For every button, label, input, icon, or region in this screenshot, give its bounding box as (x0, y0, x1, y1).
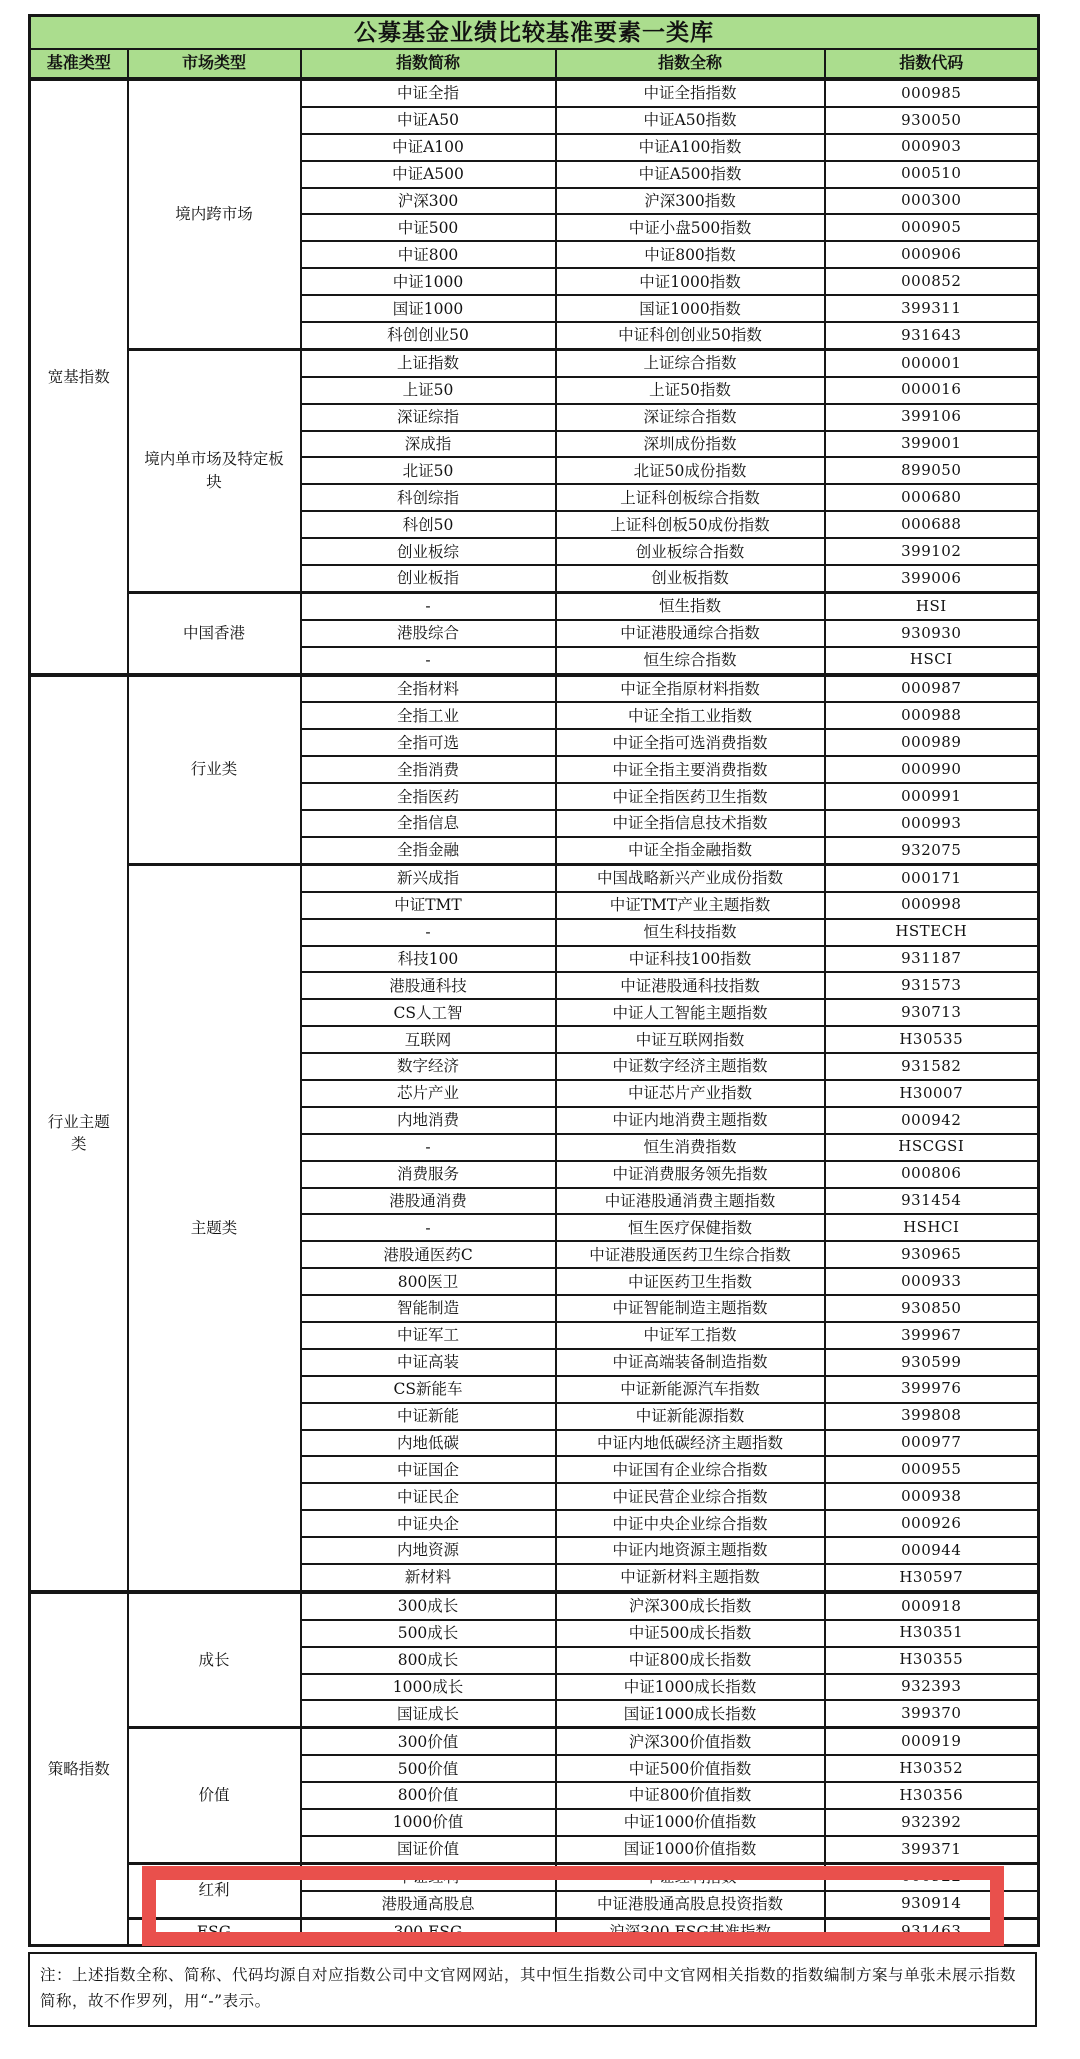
index-short-name-cell: 中证500 (301, 214, 556, 241)
index-full-name-cell: 中证1000价值指数 (556, 1809, 825, 1836)
index-code-cell: 000918 (825, 1592, 1039, 1620)
index-full-name-cell: 中证500价值指数 (556, 1755, 825, 1782)
col-header-index-full: 指数全称 (556, 49, 825, 79)
index-short-name-cell: 800价值 (301, 1782, 556, 1809)
index-full-name-cell: 中证1000成长指数 (556, 1674, 825, 1701)
index-full-name-cell: 中证新能源汽车指数 (556, 1376, 825, 1403)
index-code-cell: 930713 (825, 999, 1039, 1026)
index-full-name-cell: 中证内地消费主题指数 (556, 1107, 825, 1134)
title-row (30, 16, 1039, 50)
index-code-cell: 000988 (825, 702, 1039, 729)
index-code-cell: 399371 (825, 1836, 1039, 1863)
index-code-cell: 000987 (825, 675, 1039, 703)
index-code-cell: 399001 (825, 431, 1039, 458)
index-short-name-cell: 港股通高股息 (301, 1891, 556, 1918)
table-row (30, 1918, 1039, 1946)
index-code-cell: 000991 (825, 783, 1039, 810)
col-header-benchmark-type: 基准类型 (30, 49, 128, 79)
index-short-name-cell: 中证A50 (301, 107, 556, 134)
index-code-cell: H30535 (825, 1026, 1039, 1053)
index-code-cell: 930850 (825, 1295, 1039, 1322)
index-full-name-cell: 中证新材料主题指数 (556, 1564, 825, 1592)
market-type-cell: 价值 (128, 1728, 301, 1863)
index-code-cell: 000993 (825, 810, 1039, 837)
index-short-name-cell: 新兴成指 (301, 864, 556, 891)
index-short-name-cell: 上证指数 (301, 349, 556, 376)
index-code-cell: 930930 (825, 620, 1039, 647)
index-code-cell: 000977 (825, 1430, 1039, 1457)
index-full-name-cell: 北证50成份指数 (556, 457, 825, 484)
index-short-name-cell: 中证新能 (301, 1403, 556, 1430)
index-code-cell: 000938 (825, 1483, 1039, 1510)
index-full-name-cell: 国证1000指数 (556, 295, 825, 322)
index-code-cell: 000926 (825, 1510, 1039, 1537)
index-short-name-cell: 数字经济 (301, 1053, 556, 1080)
footnote: 注：上述指数全称、简称、代码均源自对应指数公司中文官网网站，其中恒生指数公司中文官网相关指数的指数编制方案与单张未展示指数简称，故不作罗列，用“-”表示。 (28, 1952, 1037, 2026)
index-full-name-cell: 中证民营企业综合指数 (556, 1483, 825, 1510)
market-type-cell: 行业类 (128, 675, 301, 865)
index-code-cell: 000688 (825, 511, 1039, 538)
market-type-cell: ESG (128, 1918, 301, 1946)
index-short-name-cell: 全指可选 (301, 729, 556, 756)
index-code-cell: 399311 (825, 295, 1039, 322)
index-short-name-cell: 全指医药 (301, 783, 556, 810)
index-full-name-cell: 中证人工智能主题指数 (556, 999, 825, 1026)
index-code-cell: 000998 (825, 892, 1039, 919)
index-short-name-cell: 中证高装 (301, 1349, 556, 1376)
col-header-index-short: 指数简称 (301, 49, 556, 79)
index-full-name-cell: 中国战略新兴产业成份指数 (556, 864, 825, 891)
index-full-name-cell: 中证500成长指数 (556, 1620, 825, 1647)
market-type-cell: 境内单市场及特定板块 (128, 349, 301, 592)
index-short-name-cell: 中证A500 (301, 161, 556, 188)
index-short-name-cell: 500成长 (301, 1620, 556, 1647)
index-full-name-cell: 沪深300价值指数 (556, 1728, 825, 1755)
index-full-name-cell: 上证50指数 (556, 377, 825, 404)
index-full-name-cell: 中证红利指数 (556, 1863, 825, 1890)
index-short-name-cell: 中证国企 (301, 1456, 556, 1483)
col-header-index-code: 指数代码 (825, 49, 1039, 79)
index-short-name-cell: 创业板综 (301, 538, 556, 565)
index-code-cell: 399808 (825, 1403, 1039, 1430)
document-page (28, 14, 1052, 2027)
index-full-name-cell: 中证800指数 (556, 241, 825, 268)
index-short-name-cell: - (301, 1214, 556, 1241)
index-code-cell: 000985 (825, 79, 1039, 107)
index-full-name-cell: 中证全指医药卫生指数 (556, 783, 825, 810)
header-row (30, 49, 1039, 79)
index-code-cell: 930599 (825, 1349, 1039, 1376)
index-short-name-cell: 内地消费 (301, 1107, 556, 1134)
index-code-cell: 000990 (825, 756, 1039, 783)
index-short-name-cell: 港股通消费 (301, 1188, 556, 1215)
index-full-name-cell: 恒生医疗保健指数 (556, 1214, 825, 1241)
index-code-cell: 399976 (825, 1376, 1039, 1403)
table-row (30, 79, 1039, 107)
market-type-cell: 境内跨市场 (128, 79, 301, 349)
index-full-name-cell: 中证港股通综合指数 (556, 620, 825, 647)
index-code-cell: 932392 (825, 1809, 1039, 1836)
index-full-name-cell: 中证港股通高股息投资指数 (556, 1891, 825, 1918)
index-short-name-cell: 中证800 (301, 241, 556, 268)
index-full-name-cell: 中证中央企业综合指数 (556, 1510, 825, 1537)
index-full-name-cell: 中证全指指数 (556, 79, 825, 107)
table-row (30, 1728, 1039, 1755)
index-full-name-cell: 创业板指数 (556, 565, 825, 592)
index-code-cell: 000906 (825, 241, 1039, 268)
index-code-cell: H30597 (825, 1564, 1039, 1592)
index-code-cell: HSHCI (825, 1214, 1039, 1241)
index-full-name-cell: 中证全指可选消费指数 (556, 729, 825, 756)
index-short-name-cell: 内地低碳 (301, 1430, 556, 1457)
index-short-name-cell: 300价值 (301, 1728, 556, 1755)
index-code-cell: 000944 (825, 1537, 1039, 1564)
index-full-name-cell: 中证科技100指数 (556, 946, 825, 973)
index-short-name-cell: 1000价值 (301, 1809, 556, 1836)
index-short-name-cell: 北证50 (301, 457, 556, 484)
index-code-cell: H30351 (825, 1620, 1039, 1647)
index-full-name-cell: 深圳成份指数 (556, 431, 825, 458)
index-short-name-cell: 港股通医药C (301, 1241, 556, 1268)
index-short-name-cell: 全指金融 (301, 837, 556, 864)
index-short-name-cell: 互联网 (301, 1026, 556, 1053)
index-code-cell: 000300 (825, 188, 1039, 215)
index-code-cell: 000989 (825, 729, 1039, 756)
index-short-name-cell: 全指信息 (301, 810, 556, 837)
index-short-name-cell: 港股综合 (301, 620, 556, 647)
index-code-cell: HSCI (825, 647, 1039, 675)
index-code-cell: H30007 (825, 1080, 1039, 1107)
index-full-name-cell: 中证全指原材料指数 (556, 675, 825, 703)
index-code-cell: 931582 (825, 1053, 1039, 1080)
index-code-cell: 932393 (825, 1674, 1039, 1701)
index-full-name-cell: 中证军工指数 (556, 1322, 825, 1349)
index-full-name-cell: 上证科创板综合指数 (556, 484, 825, 511)
table-row (30, 864, 1039, 891)
index-code-cell: 899050 (825, 457, 1039, 484)
table-row (30, 349, 1039, 376)
index-short-name-cell: 消费服务 (301, 1161, 556, 1188)
index-short-name-cell: 300成长 (301, 1592, 556, 1620)
index-short-name-cell: 中证TMT (301, 892, 556, 919)
index-full-name-cell: 国证1000价值指数 (556, 1836, 825, 1863)
index-full-name-cell: 上证科创板50成份指数 (556, 511, 825, 538)
index-code-cell: 000510 (825, 161, 1039, 188)
index-short-name-cell: 上证50 (301, 377, 556, 404)
index-full-name-cell: 中证数字经济主题指数 (556, 1053, 825, 1080)
index-short-name-cell: 新材料 (301, 1564, 556, 1592)
index-full-name-cell: 创业板综合指数 (556, 538, 825, 565)
index-short-name-cell: - (301, 647, 556, 675)
market-type-cell: 主题类 (128, 864, 301, 1592)
index-code-cell: 000680 (825, 484, 1039, 511)
index-full-name-cell: 恒生指数 (556, 592, 825, 619)
index-short-name-cell: 科创综指 (301, 484, 556, 511)
index-full-name-cell: 中证内地低碳经济主题指数 (556, 1430, 825, 1457)
index-full-name-cell: 中证小盘500指数 (556, 214, 825, 241)
index-full-name-cell: 中证全指金融指数 (556, 837, 825, 864)
index-full-name-cell: 中证高端装备制造指数 (556, 1349, 825, 1376)
index-short-name-cell: CS人工智 (301, 999, 556, 1026)
benchmark-type-cell: 宽基指数 (30, 79, 128, 675)
index-full-name-cell: 中证医药卫生指数 (556, 1268, 825, 1295)
index-short-name-cell: 国证成长 (301, 1700, 556, 1727)
table-row (30, 1592, 1039, 1620)
index-code-cell: 000905 (825, 214, 1039, 241)
index-code-cell: 932075 (825, 837, 1039, 864)
index-full-name-cell: 恒生科技指数 (556, 919, 825, 946)
index-code-cell: 000016 (825, 377, 1039, 404)
index-code-cell: 000001 (825, 349, 1039, 376)
index-full-name-cell: 中证TMT产业主题指数 (556, 892, 825, 919)
index-short-name-cell: 500价值 (301, 1755, 556, 1782)
index-full-name-cell: 中证新能源指数 (556, 1403, 825, 1430)
index-code-cell: 000806 (825, 1161, 1039, 1188)
benchmark-type-cell: 策略指数 (30, 1592, 128, 1946)
index-code-cell: 399370 (825, 1700, 1039, 1727)
benchmark-type-cell: 行业主题类 (30, 675, 128, 1592)
index-code-cell: 399102 (825, 538, 1039, 565)
index-code-cell: H30352 (825, 1755, 1039, 1782)
index-full-name-cell: 中证内地资源主题指数 (556, 1537, 825, 1564)
index-short-name-cell: 全指材料 (301, 675, 556, 703)
index-short-name-cell: CS新能车 (301, 1376, 556, 1403)
index-short-name-cell: 中证红利 (301, 1863, 556, 1890)
index-full-name-cell: 中证科创创业50指数 (556, 322, 825, 349)
index-full-name-cell: 中证全指信息技术指数 (556, 810, 825, 837)
index-full-name-cell: 中证1000指数 (556, 268, 825, 295)
index-full-name-cell: 中证A100指数 (556, 134, 825, 161)
index-short-name-cell: 科技100 (301, 946, 556, 973)
index-code-cell: H30355 (825, 1647, 1039, 1674)
index-short-name-cell: - (301, 592, 556, 619)
index-short-name-cell: 中证A100 (301, 134, 556, 161)
index-code-cell: 931187 (825, 946, 1039, 973)
market-type-cell: 红利 (128, 1863, 301, 1918)
index-short-name-cell: 智能制造 (301, 1295, 556, 1322)
index-code-cell: 931573 (825, 972, 1039, 999)
index-code-cell: 399967 (825, 1322, 1039, 1349)
index-short-name-cell: 芯片产业 (301, 1080, 556, 1107)
index-short-name-cell: 中证民企 (301, 1483, 556, 1510)
index-code-cell: 930050 (825, 107, 1039, 134)
index-code-cell: 000955 (825, 1456, 1039, 1483)
index-short-name-cell: 国证价值 (301, 1836, 556, 1863)
market-type-cell: 成长 (128, 1592, 301, 1728)
index-code-cell: 931454 (825, 1188, 1039, 1215)
index-code-cell: HSTECH (825, 919, 1039, 946)
index-short-name-cell: 科创50 (301, 511, 556, 538)
index-short-name-cell: 内地资源 (301, 1537, 556, 1564)
index-full-name-cell: 国证1000成长指数 (556, 1700, 825, 1727)
index-short-name-cell: 深证综指 (301, 404, 556, 431)
index-full-name-cell: 中证国有企业综合指数 (556, 1456, 825, 1483)
index-code-cell: HSCGSI (825, 1134, 1039, 1161)
index-full-name-cell: 恒生消费指数 (556, 1134, 825, 1161)
index-full-name-cell: 沪深300 ESG基准指数 (556, 1918, 825, 1946)
index-code-cell: HSI (825, 592, 1039, 619)
index-full-name-cell: 中证消费服务领先指数 (556, 1161, 825, 1188)
table-row (30, 592, 1039, 619)
index-full-name-cell: 上证综合指数 (556, 349, 825, 376)
index-short-name-cell: 中证央企 (301, 1510, 556, 1537)
page-title: 公募基金业绩比较基准要素一类库 (30, 16, 1039, 50)
index-short-name-cell: 科创创业50 (301, 322, 556, 349)
index-short-name-cell: 沪深300 (301, 188, 556, 215)
index-code-cell: 399106 (825, 404, 1039, 431)
index-code-cell: 000942 (825, 1107, 1039, 1134)
index-full-name-cell: 中证全指工业指数 (556, 702, 825, 729)
index-short-name-cell: 800医卫 (301, 1268, 556, 1295)
index-short-name-cell: 港股通科技 (301, 972, 556, 999)
index-code-cell: H30356 (825, 1782, 1039, 1809)
index-code-cell: 931463 (825, 1918, 1039, 1946)
market-type-cell: 中国香港 (128, 592, 301, 674)
index-full-name-cell: 中证800价值指数 (556, 1782, 825, 1809)
index-full-name-cell: 沪深300指数 (556, 188, 825, 215)
index-short-name-cell: 国证1000 (301, 295, 556, 322)
index-full-name-cell: 沪深300成长指数 (556, 1592, 825, 1620)
index-short-name-cell: 深成指 (301, 431, 556, 458)
index-full-name-cell: 中证芯片产业指数 (556, 1080, 825, 1107)
index-short-name-cell: - (301, 919, 556, 946)
index-full-name-cell: 中证港股通消费主题指数 (556, 1188, 825, 1215)
index-short-name-cell: 1000成长 (301, 1674, 556, 1701)
index-code-cell: 000922 (825, 1863, 1039, 1890)
index-full-name-cell: 中证互联网指数 (556, 1026, 825, 1053)
index-short-name-cell: 创业板指 (301, 565, 556, 592)
index-short-name-cell: - (301, 1134, 556, 1161)
index-full-name-cell: 中证A500指数 (556, 161, 825, 188)
index-full-name-cell: 中证港股通科技指数 (556, 972, 825, 999)
index-code-cell: 930965 (825, 1241, 1039, 1268)
benchmark-table (28, 14, 1040, 1947)
index-full-name-cell: 中证智能制造主题指数 (556, 1295, 825, 1322)
index-code-cell: 399006 (825, 565, 1039, 592)
index-short-name-cell: 全指消费 (301, 756, 556, 783)
index-full-name-cell: 中证港股通医药卫生综合指数 (556, 1241, 825, 1268)
col-header-market-type: 市场类型 (128, 49, 301, 79)
index-short-name-cell: 中证1000 (301, 268, 556, 295)
index-code-cell: 000903 (825, 134, 1039, 161)
index-code-cell: 000933 (825, 1268, 1039, 1295)
table-row (30, 1863, 1039, 1890)
index-code-cell: 000919 (825, 1728, 1039, 1755)
index-code-cell: 000171 (825, 864, 1039, 891)
index-full-name-cell: 中证全指主要消费指数 (556, 756, 825, 783)
index-short-name-cell: 800成长 (301, 1647, 556, 1674)
index-full-name-cell: 恒生综合指数 (556, 647, 825, 675)
index-full-name-cell: 中证A50指数 (556, 107, 825, 134)
table-row (30, 675, 1039, 703)
index-code-cell: 000852 (825, 268, 1039, 295)
index-full-name-cell: 中证800成长指数 (556, 1647, 825, 1674)
index-short-name-cell: 300 ESG (301, 1918, 556, 1946)
index-full-name-cell: 深证综合指数 (556, 404, 825, 431)
index-code-cell: 931643 (825, 322, 1039, 349)
index-short-name-cell: 中证军工 (301, 1322, 556, 1349)
index-code-cell: 930914 (825, 1891, 1039, 1918)
index-short-name-cell: 全指工业 (301, 702, 556, 729)
index-short-name-cell: 中证全指 (301, 79, 556, 107)
